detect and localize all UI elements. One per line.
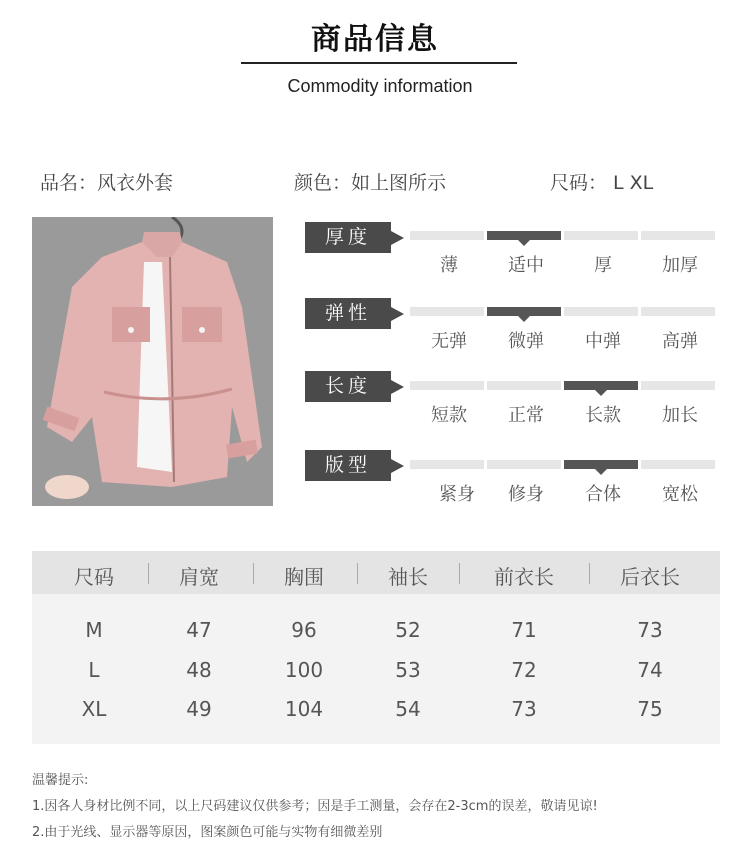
table-cell: 96 <box>291 618 317 642</box>
bar-segment-selected <box>564 381 638 390</box>
bar-segment <box>641 381 715 390</box>
option-label: 加厚 <box>662 255 698 276</box>
bar-segment <box>641 307 715 316</box>
table-cell: L <box>88 658 100 682</box>
header-divider <box>589 563 590 584</box>
table-cell: XL <box>81 697 107 721</box>
option-label: 无弹 <box>431 331 467 352</box>
bar-segment <box>487 381 561 390</box>
notes-line: 2.由于光线、显示器等原因，图案颜色可能与实物有细微差别 <box>32 825 383 840</box>
header-divider <box>253 563 254 584</box>
option-label: 加长 <box>662 405 698 426</box>
bar-segment <box>410 381 484 390</box>
table-cell: 104 <box>284 697 324 721</box>
table-cell: M <box>85 618 103 642</box>
property-label: 版型 <box>305 450 391 481</box>
table-cell: 75 <box>637 697 663 721</box>
bar-segment <box>641 460 715 469</box>
property-label: 长度 <box>305 371 391 402</box>
page-title: 商品信息 <box>311 22 439 57</box>
table-cell: 52 <box>395 618 421 642</box>
table-cell: 73 <box>511 697 537 721</box>
option-label: 中弹 <box>585 331 621 352</box>
option-label: 合体 <box>585 484 621 505</box>
bar-segment-selected <box>487 231 561 240</box>
page-subtitle: Commodity information <box>287 76 473 96</box>
property-bar <box>410 307 716 316</box>
table-cell: 53 <box>395 658 421 682</box>
bar-segment <box>410 231 484 240</box>
product-photo <box>32 217 273 506</box>
bar-segment-selected <box>487 307 561 316</box>
property-bar <box>410 231 716 240</box>
bar-segment <box>410 307 484 316</box>
table-cell: 73 <box>637 618 663 642</box>
option-label: 厚 <box>594 255 612 276</box>
bar-segment <box>410 460 484 469</box>
table-cell: 49 <box>186 697 212 721</box>
bar-segment-selected <box>564 460 638 469</box>
notes-line: 1.因各人身材比例不同，以上尺码建议仅供参考；因是手工测量，会存在2-3cm的误差，敬请见谅! <box>32 799 598 814</box>
option-label: 微弹 <box>508 331 544 352</box>
notes-heading: 温馨提示: <box>32 773 89 788</box>
header-divider <box>357 563 358 584</box>
table-cell: 72 <box>511 658 537 682</box>
property-label: 厚度 <box>305 222 391 253</box>
table-header-cell: 肩宽 <box>179 565 219 589</box>
table-header-cell: 尺码 <box>74 565 114 589</box>
table-header-cell: 袖长 <box>388 565 428 589</box>
table-header <box>32 551 720 594</box>
product-color: 颜色：如上图所示 <box>294 172 447 194</box>
table-cell: 71 <box>511 618 537 642</box>
option-label: 正常 <box>508 405 544 426</box>
notes <box>32 768 598 846</box>
size-table <box>32 551 720 744</box>
property-label: 弹性 <box>305 298 391 329</box>
header-divider <box>459 563 460 584</box>
table-cell: 48 <box>186 658 212 682</box>
property-bar <box>410 381 716 390</box>
option-label: 薄 <box>440 255 458 276</box>
table-cell: 47 <box>186 618 212 642</box>
table-cell: 74 <box>637 658 663 682</box>
option-label: 紧身 <box>439 484 475 505</box>
bar-segment <box>641 231 715 240</box>
option-label: 长款 <box>585 405 621 426</box>
table-header-cell: 前衣长 <box>494 565 554 589</box>
option-label: 修身 <box>508 484 544 505</box>
header-divider <box>148 563 149 584</box>
table-header-cell: 后衣长 <box>620 565 680 589</box>
bar-segment <box>487 460 561 469</box>
product-size: 尺码： L XL <box>550 172 654 194</box>
option-label: 高弹 <box>662 331 698 352</box>
option-label: 适中 <box>508 255 544 276</box>
title-underline <box>241 62 517 64</box>
option-label: 短款 <box>431 405 467 426</box>
product-name: 品名：风衣外套 <box>40 172 174 194</box>
property-bar <box>410 460 716 469</box>
table-cell: 54 <box>395 697 421 721</box>
bar-segment <box>564 231 638 240</box>
table-header-cell: 胸围 <box>284 565 324 589</box>
option-label: 宽松 <box>662 484 698 505</box>
bar-segment <box>564 307 638 316</box>
table-cell: 100 <box>284 658 324 682</box>
